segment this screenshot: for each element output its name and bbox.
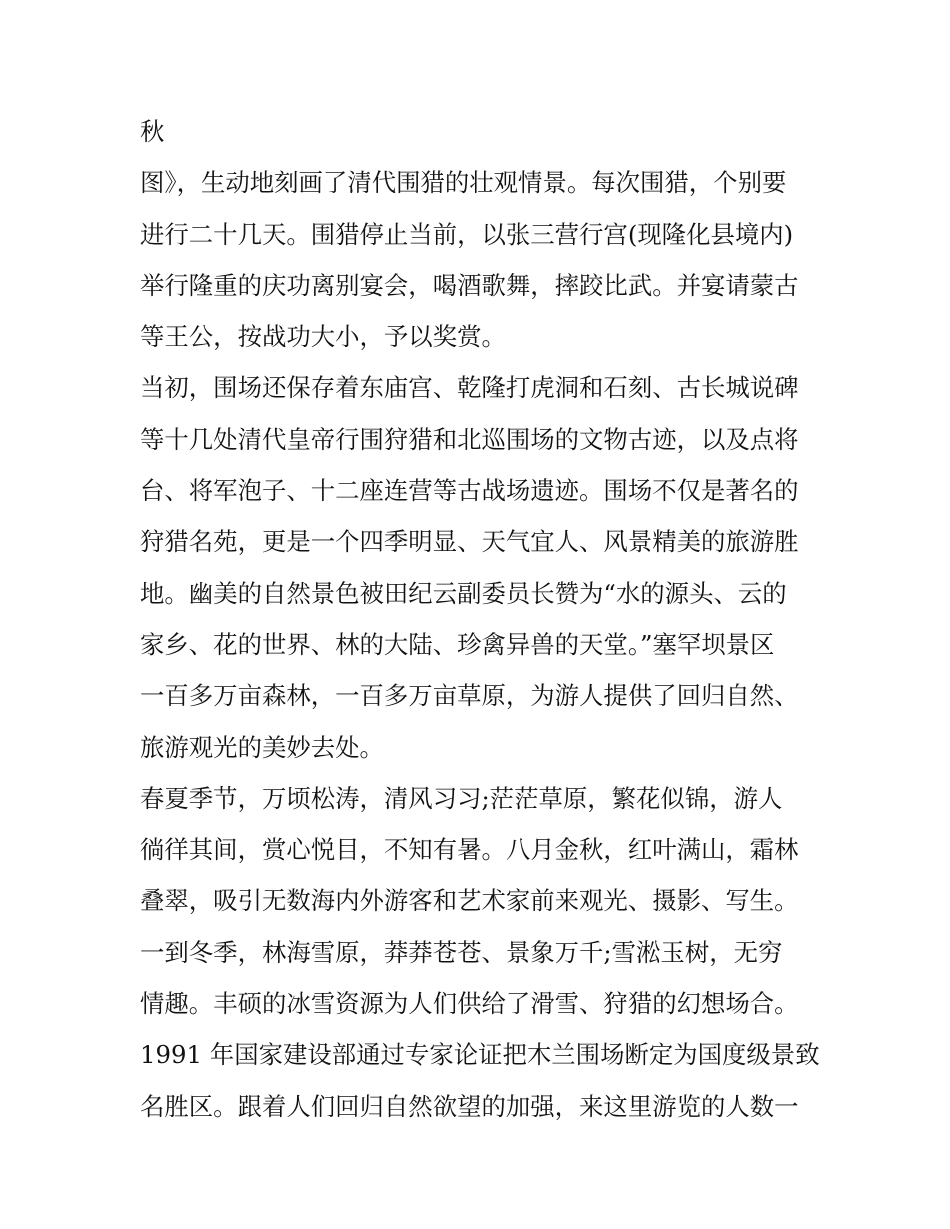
text-line: 当初，围场还保存着东庙宫、乾隆打虎洞和石刻、古长城说碑 xyxy=(140,373,799,403)
text-line: 家乡、花的世界、林的大陆、珍禽异兽的天堂。”塞罕坝景区 xyxy=(140,629,775,659)
text-line: 秋 xyxy=(140,117,165,146)
text-line: 1991 年国家建设部通过专家论证把木兰围场断定为国度级景致 xyxy=(140,1040,820,1070)
text-line: 一到冬季，林海雪原，莽莽苍苍、景象万千;雪淞玉树，无穷 xyxy=(140,937,783,967)
document-text-body xyxy=(140,106,820,1132)
text-line: 进行二十几天。围猎停止当前，以张三营行宫(现隆化县境内) xyxy=(140,219,794,249)
text-line: 情趣。丰硕的冰雪资源为人们供给了滑雪、狩猎的幻想场合。 xyxy=(140,989,799,1019)
text-line: 春夏季节，万顷松涛，清风习习;茫茫草原，繁花似锦，游人 xyxy=(140,783,783,813)
text-line: 一百多万亩森林，一百多万亩草原，为游人提供了回归自然、 xyxy=(140,681,799,711)
text-line: 旅游观光的美妙去处。 xyxy=(140,732,384,762)
text-line: 徜徉其间，赏心悦目，不知有暑。八月金秋，红叶满山，霜林 xyxy=(140,835,799,865)
text-line: 叠翠，吸引无数海内外游客和艺术家前来观光、摄影、写生。 xyxy=(140,886,799,916)
text-line: 等王公，按战功大小，予以奖赏。 xyxy=(140,322,506,352)
text-line: 等十几处清代皇帝行围狩猎和北巡围场的文物古迹，以及点将 xyxy=(140,424,799,454)
text-line: 地。幽美的自然景色被田纪云副委员长赞为“水的源头、云的 xyxy=(140,578,787,608)
text-line: 名胜区。跟着人们回归自然欲望的加强，来这里游览的人数一 xyxy=(140,1091,799,1121)
text-line: 台、将军泡子、十二座连营等古战场遗迹。围场不仅是著名的 xyxy=(140,476,799,506)
text-line: 图》，生动地刻画了清代围猎的壮观情景。每次围猎，个别要 xyxy=(140,168,787,198)
text-line: 狩猎名苑，更是一个四季明显、天气宜人、风景精美的旅游胜 xyxy=(140,527,799,557)
text-line: 举行隆重的庆功离别宴会，喝酒歌舞，摔跤比武。并宴请蒙古 xyxy=(140,270,799,300)
